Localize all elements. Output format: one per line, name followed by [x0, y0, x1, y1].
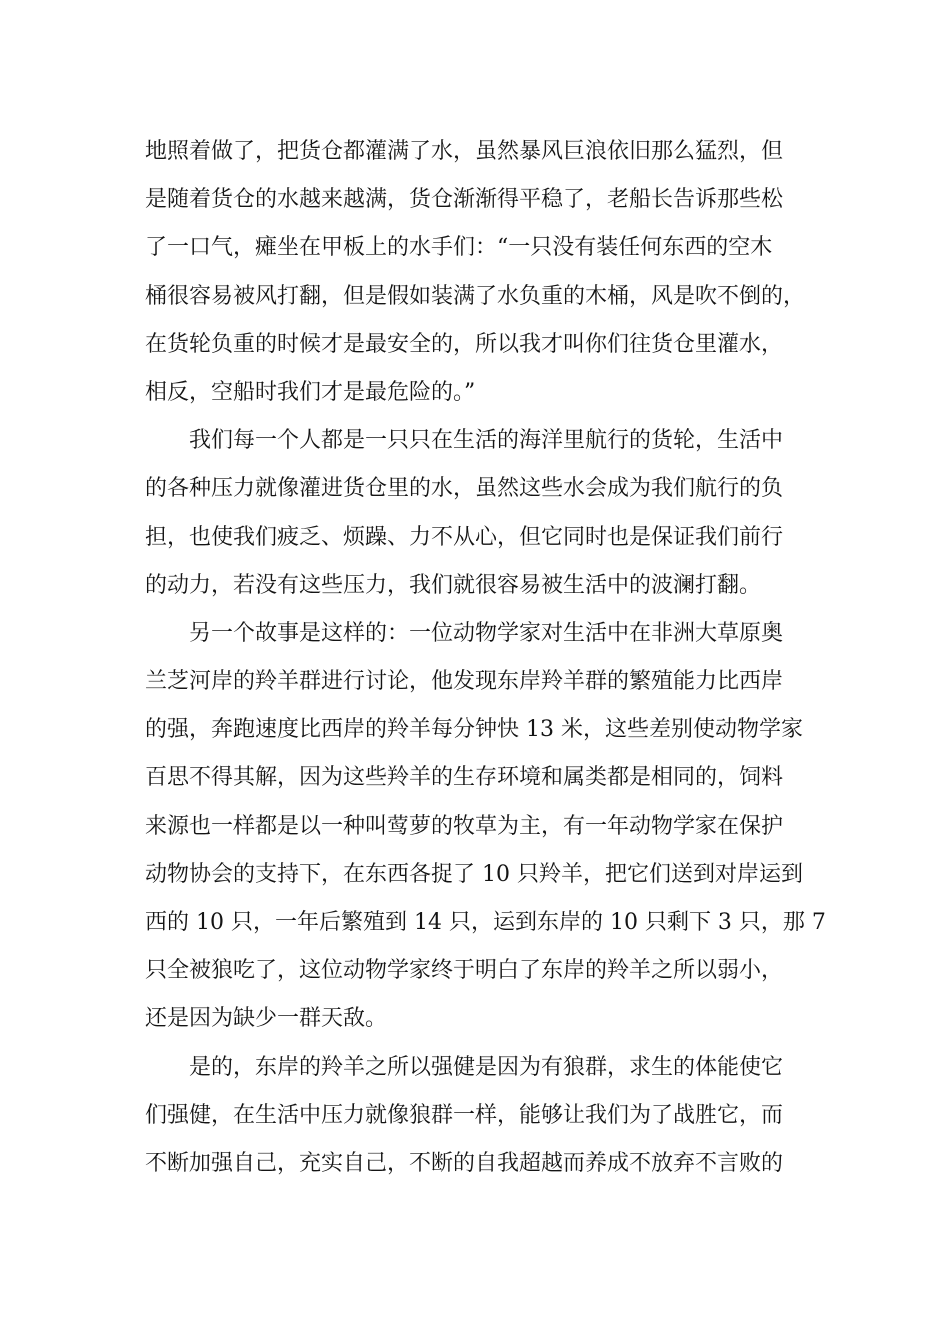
paragraph-first-line: 我们每一个人都是一只只在生活的海洋里航行的货轮，生活中	[189, 428, 784, 454]
text-line: 是随着货仓的水越来越满，货仓渐渐得平稳了，老船长告诉那些松	[145, 187, 784, 213]
paragraph-first-line: 另一个故事是这样的：一位动物学家对生活中在非洲大草原奥	[189, 620, 784, 646]
text-line: 来源也一样都是以一种叫莺萝的牧草为主，有一年动物学家在保护	[145, 813, 784, 839]
text-line: 相反，空船时我们才是最危险的。”	[145, 379, 476, 405]
text-line: 的动力，若没有这些压力，我们就很容易被生活中的波澜打翻。	[145, 572, 762, 598]
text-line: 百思不得其解，因为这些羚羊的生存环境和属类都是相同的，饲料	[145, 765, 784, 791]
paragraph-first-line: 是的，东岸的羚羊之所以强健是因为有狼群，求生的体能使它	[189, 1054, 784, 1080]
text-line: 担，也使我们疲乏、烦躁、力不从心，但它同时也是保证我们前行	[145, 524, 784, 550]
text-line: 的强，奔跑速度比西岸的羚羊每分钟快 13 米，这些差别使动物学家	[145, 717, 803, 743]
text-line: 兰芝河岸的羚羊群进行讨论，他发现东岸羚羊群的繁殖能力比西岸	[145, 669, 784, 695]
text-line: 在货轮负重的时候才是最安全的，所以我才叫你们往货仓里灌水，	[145, 331, 784, 357]
text-line: 还是因为缺少一群天敌。	[145, 1006, 388, 1032]
text-line: 桶很容易被风打翻，但是假如装满了水负重的木桶，风是吹不倒的，	[145, 283, 806, 309]
text-line: 不断加强自己，充实自己，不断的自我超越而养成不放弃不言败的	[145, 1150, 784, 1176]
text-line: 们强健，在生活中压力就像狼群一样，能够让我们为了战胜它，而	[145, 1102, 784, 1128]
text-line: 动物协会的支持下，在东西各捉了 10 只羚羊，把它们送到对岸运到	[145, 861, 803, 887]
body-text	[145, 128, 826, 1188]
text-line: 只全被狼吃了，这位动物学家终于明白了东岸的羚羊之所以弱小，	[145, 958, 784, 984]
text-line: 地照着做了，把货仓都灌满了水，虽然暴风巨浪依旧那么猛烈，但	[145, 139, 784, 164]
text-line: 了一口气，瘫坐在甲板上的水手们：“一只没有装任何东西的空木	[145, 235, 773, 261]
text-line: 西的 10 只，一年后繁殖到 14 只，运到东岸的 10 只剩下 3 只，那 7	[145, 910, 826, 935]
text-line: 的各种压力就像灌进货仓里的水，虽然这些水会成为我们航行的负	[145, 476, 784, 502]
